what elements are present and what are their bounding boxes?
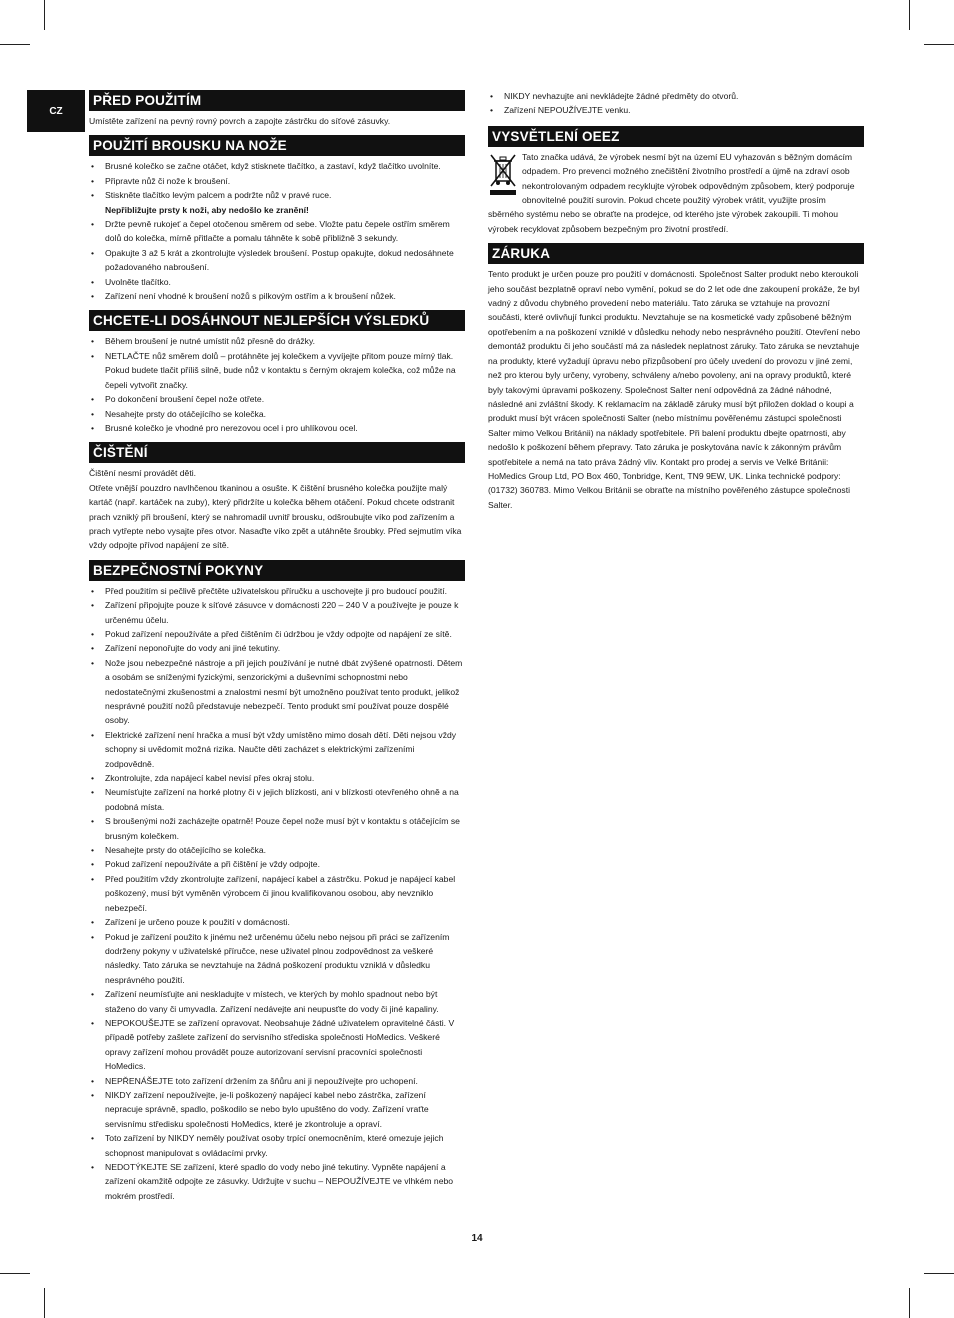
section-heading: PŘED POUŽITÍM: [89, 90, 465, 111]
list-item: • NEPŘENÁŠEJTE toto zařízení držením za šňůru ani ji nepoužívejte pro uchopení.: [91, 1075, 418, 1086]
list-item: • Během broušení je nutné umístit nůž přesně do drážky.: [91, 336, 316, 347]
section-heading: BEZPEČNOSTNÍ POKYNY: [89, 560, 465, 581]
list-item: • Před použitím si pečlivě přečtěte uživatelskou příručku a uschovejte ji pro budoucí použití.: [91, 585, 448, 596]
bullet-list: [488, 89, 864, 118]
section-heading: ČIŠTĚNÍ: [89, 442, 465, 463]
list-item: • Připravte nůž či nože k broušení.: [91, 175, 231, 186]
list-item: • Stiskněte tlačítko levým palcem a podržte nůž v pravé ruce. Nepřibližujte prsty k noži, aby nedošlo ke zranění!: [89, 188, 465, 217]
language-tab: [27, 90, 85, 132]
crop-mark: [924, 44, 954, 45]
list-item: • S broušenými noži zacházejte opatrně! Pouze čepel nože musí být v kontaktu s otáčejícím se brusným kolečkem.: [91, 816, 460, 841]
section-heading: CHCETE-LI DOSÁHNOUT NEJLEPŠÍCH VÝSLEDKŮ: [89, 310, 465, 331]
list-item: • Zkontrolujte, zda napájecí kabel nevisí přes okraj stolu.: [91, 773, 315, 784]
list-item: • Opakujte 3 až 5 krát a zkontrolujte výsledek broušení. Postup opakujte, dokud nedosáhnete požadovaného nabroušení.: [91, 247, 454, 273]
section-oeez: [488, 126, 864, 236]
section-cisteni: [89, 442, 465, 552]
crop-mark: [909, 1288, 910, 1318]
section-heading: ZÁRUKA: [488, 243, 864, 264]
list-item: • NIKDY zařízení nepoužívejte, je-li poškozený napájecí kabel nebo zástrčka, zařízení nepracuje správně, spadlo, poškodilo se nebo bylo upuštěno do vody. Zařízení vraťte servisnímu středisku společnosti HoMedics, které je zkontroluje a opraví.: [91, 1089, 429, 1129]
section-vysledky: [89, 310, 465, 435]
section-text: Otřete vnější pouzdro navlhčenou tkaninou a osušte. K čištění brusného kolečka použijte malý kartáč (např. kartáček na zuby), který přidržíte u kolečka během otáčení. Pokud chcete odstranit prach vzniklý při broušení, který se nahromadil uvnitř brousku, odšroubujte víko pod zařízením a prach vytřepte nebo vysajte přes otvor. Nasaďte víko zpět a utáhněte šroubky. Před sejmutím víka vždy odpojte přívod napájení ze sítě.: [89, 482, 462, 551]
list-item: • Nesahejte prsty do otáčejícího se kolečka.: [91, 845, 266, 856]
crop-mark: [44, 0, 45, 30]
list-item: • Brusné kolečko je vhodné pro nerezovou ocel i pro uhlíkovou ocel.: [91, 422, 358, 433]
section-text: Umístěte zařízení na pevný rovný povrch a zapojte zástrčku do síťové zásuvky.: [89, 116, 391, 126]
section-zaruka: [488, 243, 864, 512]
bullet-list: [89, 159, 465, 303]
section-text: Tento produkt je určen pouze pro použití v domácnosti. Společnost Salter produkt nebo kteroukoli jeho součást bezplatně opraví nebo vymění, pokud se do 2 let ode dne zakoupení prokáže, že byl vadný z důvodu chybného provedení nebo materiálu. Tato záruka se vztahuje na provozní součásti, které ovlivňují funkci produktu. Nevztahuje se na kosmetické vady způsobené běžným opotřebením a na poškození vzniklé v důsledku nehody nebo nesprávného použití. Otevření nebo demontáž produktu či jeho součástí má za následek neplatnost záruky. Tato záruka se nevztahuje na produkty, které vyžadují úpravu nebo přizpůsobení pro účely uvedení do provozu v jiné zemi, než pro kterou byly určeny, vyrobeny, schváleny a/nebo povoleny, ani na opravy produktů, které byly takovými úpravami poškozeny. Společnost Salter není odpovědná za žádné náhodné, následné ani zvláštní škody. K reklamacím na základě záruky musí být přiložen doklad o koupi a produkt musí být vrácen společnosti Salter (nebo místnímu pověřenému zástupci společnosti Salter mimo Velkou Británii) na náklady spotřebitele. Při balení produktu dbejte opatrnosti, aby nedošlo k poškození během přepravy. Tato záruka je poskytována navíc k zákonným právům spotřebitele a nemá na tato práva žádný vliv. Kontakt pro prodej a servis ve Velké Británii: HoMedics Group Ltd, PO Box 460, Tonbridge, Kent, TN9 9EW, UK. Linka technické podpory: (01732) 360783. Mimo Velkou Británii se obraťte na místního pověřeného zástupce společnosti Salter.: [488, 269, 861, 510]
list-item: • Neumísťujte zařízení na horké plotny či v jejich blízkosti, ani v blízkosti otevřeného ohně a na podobná místa.: [91, 787, 459, 812]
section-pred-pouzitim: [89, 90, 465, 128]
right-column: [488, 89, 864, 512]
bullet-list: [89, 334, 465, 435]
list-item: • Pokud zařízení nepoužíváte a před čištěním či údržbou je vždy odpojte od napájení ze sítě.: [91, 628, 452, 639]
crossed-bin-icon: [488, 152, 518, 196]
list-item: • Po dokončení broušení čepel nože otřete.: [91, 394, 265, 405]
list-item: • Nesahejte prsty do otáčejícího se kolečka.: [91, 408, 266, 419]
list-item: • Zařízení neponořujte do vody ani jiné tekutiny.: [91, 643, 281, 654]
list-item: • Uvolněte tlačítko.: [91, 276, 171, 287]
list-item: • Držte pevně rukojeť a čepel otočenou směrem od sebe. Vložte patu čepele ostřím směrem dolů do kolečka, mírně přitlačte a pomalu táhněte k sobě přibližně 3 sekundy.: [91, 219, 450, 244]
page-number: 14: [471, 1233, 483, 1244]
section-pouziti: [89, 135, 465, 303]
section-bezpecnost: [89, 560, 465, 1203]
list-item: • Brusné kolečko se začne otáčet, když stisknete tlačítko, a zastaví, když tlačítko uvolníte.: [91, 161, 441, 172]
list-item: • Zařízení je určeno pouze k použití v domácnosti.: [91, 917, 290, 928]
list-item: • Nože jsou nebezpečné nástroje a při jejich používání je nutné dbát zvýšené opatrnosti. Dětem a osobám se sníženými fyzickými, senzorickými a duševními schopnostmi nebo nedostatečnými zkušenostmi a znalostmi nesmí být umožněno používat tento produkt, jelikož nesprávné použití nožů představuje nebezpečí. Tento produkt smí používat pouze dospělé osoby.: [91, 657, 463, 726]
list-item: • NEPOKOUŠEJTE se zařízení opravovat. Neobsahuje žádné uživatelem opravitelné části. V případě potřeby zašlete zařízení do servisního střediska společnosti HoMedics. Veškeré opravy zařízení mohou provádět pouze autorizovaní servisní pracovníci společnosti HoMedics.: [91, 1017, 455, 1072]
bullet-list: [89, 584, 465, 1203]
warning-text: Nepřibližujte prsty k noži, aby nedošlo ke zranění!: [105, 204, 309, 215]
section-heading: POUŽITÍ BROUSKU NA NOŽE: [89, 135, 465, 156]
list-item: • Elektrické zařízení není hračka a musí být vždy umístěno mimo dosah dětí. Děti nejsou vždy schopny si uvědomit možná rizika. Naučte děti zacházet s elektrickými zařízeními zodpovědně.: [91, 729, 457, 769]
list-item: • Před použitím vždy zkontrolujte zařízení, napájecí kabel a zástrčku. Pokud je napájecí kabel poškozený, musí být vyměněn výrobcem či jinou kvalifikovanou osobou, aby nevzniklo nebezpečí.: [91, 873, 456, 913]
list-item: • Zařízení připojujte pouze k síťové zásuvce v domácnosti 220 – 240 V a používejte je pouze k určenému účelu.: [91, 600, 459, 625]
crop-mark: [44, 1288, 45, 1318]
list-item: • NIKDY nevhazujte ani nevkládejte žádné předměty do otvorů.: [490, 91, 739, 101]
list-item: • NEDOTÝKEJTE SE zařízení, které spadlo do vody nebo jiné tekutiny. Vypněte napájení a zařízení okamžitě odpojte ze zásuvky. Udržujte v suchu – NEPOUŽÍVEJTE ve vlhkém nebo mokrém prostředí.: [91, 1162, 454, 1201]
crop-mark: [0, 1273, 30, 1274]
weee-notice: [488, 150, 864, 236]
left-column: [89, 90, 465, 1203]
list-item: • Pokud je zařízení použito k jinému než určenému účelu nebo nejsou při práci se zařízením dodrženy pokyny v uživatelské příručce, nese uživatel plnou zodpovědnost za veškeré následky. Tato záruka se nevztahuje na žádná poškození produktu vzniklá v důsledku nesprávného použití.: [91, 931, 450, 985]
language-tab-label: CZ: [49, 105, 63, 117]
list-item: • Zařízení neumísťujte ani neskladujte v místech, ve kterých by mohlo spadnout nebo být staženo do vany či umyvadla. Zařízení nedávejte ani neupusťte do vody či jiné kapaliny.: [91, 989, 439, 1014]
crop-mark: [0, 44, 30, 45]
list-item: • NETLAČTE nůž směrem dolů – protáhněte jej kolečkem a vyvíjejte přitom pouze mírný tlak. Pokud budete tlačit příliš silně, bude nůž v kontaktu s černým okrajem kolečka, což může na čepeli vytvořit značky.: [91, 350, 456, 390]
list-item: • Pokud zařízení nepoužíváte a při čištění je vždy odpojte.: [91, 859, 320, 870]
crop-mark: [909, 0, 910, 30]
list-item: • Zařízení NEPOUŽÍVEJTE venku.: [490, 105, 631, 116]
section-heading: VYSVĚTLENÍ OEEZ: [488, 126, 864, 147]
crop-mark: [924, 1273, 954, 1274]
list-item: • Zařízení není vhodné k broušení nožů s pilkovým ostřím a k broušení nůžek.: [91, 291, 396, 302]
section-text: Tato značka udává, že výrobek nesmí být na území EU vyhazován s běžným domácím odpadem. Pro prevenci možného znečištění životního prostředí a újmě na zdraví osob nekontrolovaným odpadem recyklujte výrobek odpovědným způsobem, který podporuje obnovitelné použití surovin. Pokud chcete použitý výrobek vrátit, využijte prosím sběrného systému nebo se obraťte na prodejce, od kterého jste výrobek zakoupili. Ti mohou výrobek recyklovat způsobem bezpečným pro životní prostředí.: [488, 151, 855, 234]
section-text: Čištění nesmí provádět děti.: [89, 468, 196, 479]
list-item: • Toto zařízení by NIKDY neměly používat osoby trpící onemocněním, které omezuje jejich schopnost manipulovat s ovládacími prvky.: [91, 1133, 444, 1158]
